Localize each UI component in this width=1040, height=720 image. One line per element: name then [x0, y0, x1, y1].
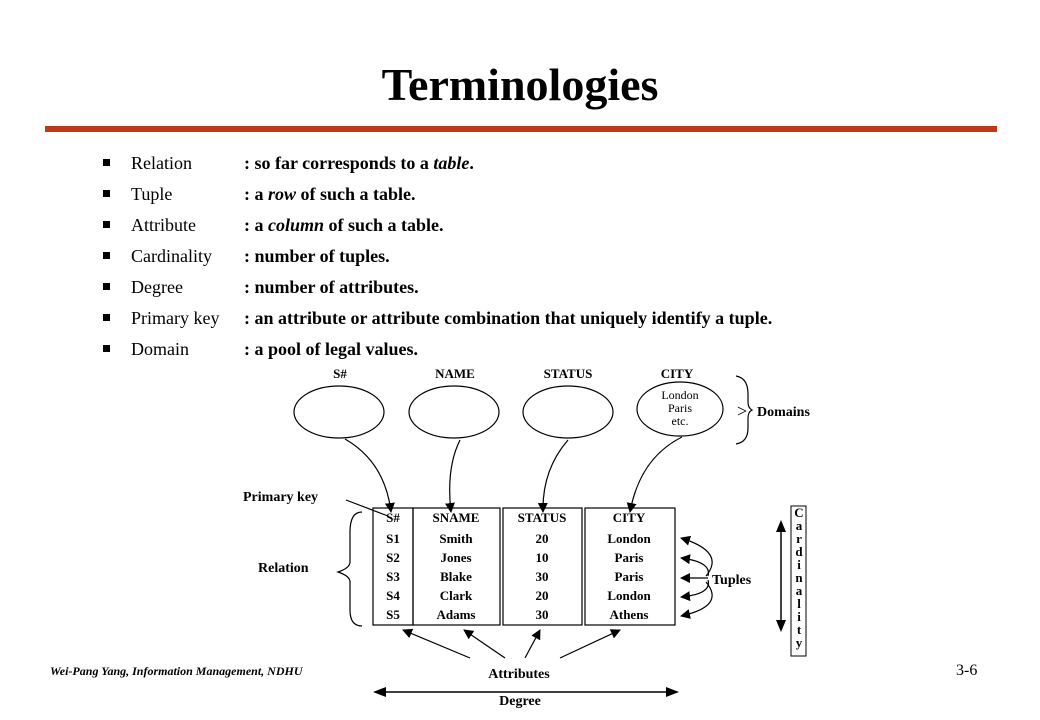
domains-angle-icon: > — [737, 401, 748, 421]
domain-ellipse — [294, 386, 384, 438]
attribute-arrow — [525, 630, 540, 658]
term-label: Relation — [131, 153, 192, 173]
domain-ellipse — [523, 386, 613, 438]
cardinality-letter: C — [794, 505, 804, 520]
table-cell: Blake — [440, 569, 472, 584]
tuple-arrow — [681, 580, 708, 597]
cardinality-letter: r — [796, 531, 802, 546]
table-cell: Paris — [614, 569, 644, 584]
term-definition: : number of attributes. — [244, 277, 419, 297]
table-row — [386, 569, 643, 584]
term-label: Tuple — [131, 184, 173, 204]
table-row — [386, 550, 643, 565]
cardinality-letter: t — [796, 622, 802, 637]
attribute-arrow — [560, 630, 620, 658]
page-number: 3-6 — [956, 662, 978, 679]
table-cell: S5 — [386, 607, 400, 622]
term-label: Cardinality — [131, 246, 212, 266]
table-cell: Adams — [436, 607, 476, 622]
table-cell: Athens — [609, 607, 649, 622]
table-cell: Clark — [439, 588, 473, 603]
degree-arrow-right-icon — [666, 687, 679, 697]
table-cell: 20 — [535, 588, 549, 603]
cardinality-letter: i — [797, 609, 801, 624]
slide-title: Terminologies — [381, 59, 659, 110]
table-cell: 30 — [535, 607, 549, 622]
city-domain-value: Paris — [668, 401, 692, 415]
table-row — [386, 531, 651, 546]
cardinality-letter: n — [795, 570, 803, 585]
cardinality-letter: a — [795, 518, 803, 533]
table-cell: London — [607, 531, 651, 546]
domain-ellipse — [409, 386, 499, 438]
relation-brace — [338, 512, 362, 626]
domain-arrow — [543, 440, 568, 512]
cardinality-arrow-down-icon — [776, 620, 786, 632]
domain-label: NAME — [435, 366, 475, 381]
table-cell: Smith — [439, 531, 473, 546]
term-label: Domain — [131, 339, 189, 359]
table-cell: Jones — [440, 550, 472, 565]
cardinality-arrow-up-icon — [776, 520, 786, 532]
table-cell: 30 — [535, 569, 549, 584]
tuple-arrow — [681, 558, 708, 576]
table-header: SNAME — [432, 510, 480, 525]
primary-key-label: Primary key — [243, 490, 319, 505]
table-cell: 20 — [535, 531, 549, 546]
table-cell: S4 — [386, 588, 400, 603]
footer-author: Wei-Pang Yang, Information Management, NDHU — [50, 664, 303, 678]
domain-arrow — [450, 440, 460, 512]
term-label: Attribute — [131, 215, 196, 235]
table-header: STATUS — [517, 510, 567, 525]
relation-label: Relation — [258, 561, 309, 576]
table-row — [386, 588, 651, 603]
domain-arrow — [345, 439, 391, 512]
table-header: CITY — [612, 510, 646, 525]
table-header: S# — [386, 510, 400, 525]
table-cell: S3 — [386, 569, 400, 584]
cardinality-letter: l — [797, 596, 801, 611]
term-definition: : a row of such a table. — [244, 184, 416, 204]
tuples-label: Tuples — [712, 573, 752, 588]
city-domain-value: London — [661, 388, 699, 402]
cardinality-letter: i — [797, 557, 801, 572]
term-label: Degree — [131, 277, 183, 297]
table-row — [386, 607, 648, 622]
domain-label: S# — [333, 366, 347, 381]
domain-label: CITY — [660, 366, 694, 381]
attributes-label: Attributes — [488, 667, 550, 682]
table-cell: S2 — [386, 550, 400, 565]
attribute-arrow — [403, 630, 470, 658]
table-cell: 10 — [535, 550, 549, 565]
city-domain-value: etc. — [671, 414, 689, 428]
term-definition: : number of tuples. — [244, 246, 390, 266]
domain-label: STATUS — [543, 366, 593, 381]
domains-label: Domains — [757, 405, 810, 420]
term-definition: : so far corresponds to a table. — [244, 153, 474, 173]
cardinality-letter: a — [795, 583, 803, 598]
table-cell: Paris — [614, 550, 644, 565]
degree-arrow-left-icon — [373, 687, 386, 697]
degree-label: Degree — [499, 694, 541, 709]
domain-arrow — [630, 437, 682, 512]
cardinality-letter: d — [795, 544, 803, 559]
attribute-arrow — [464, 630, 505, 658]
term-definition: : a pool of legal values. — [244, 339, 418, 359]
term-definition: : a column of such a table. — [244, 215, 444, 235]
cardinality-letter: y — [795, 635, 803, 650]
term-definition: : an attribute or attribute combination that uniquely identify a tuple. — [244, 308, 773, 328]
table-cell: S1 — [386, 531, 400, 546]
term-label: Primary key — [131, 308, 220, 328]
table-cell: London — [607, 588, 651, 603]
